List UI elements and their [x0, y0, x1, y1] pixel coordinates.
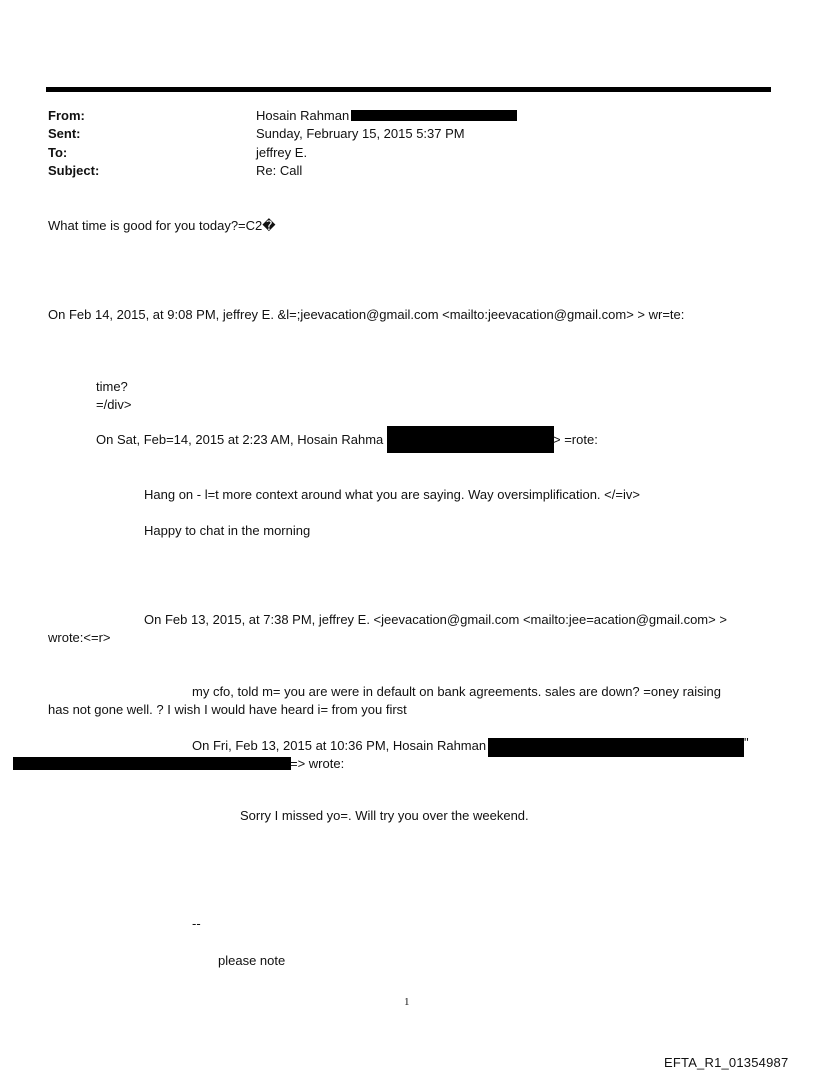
quote-line: =/div> — [96, 397, 132, 412]
document-id: EFTA_R1_01354987 — [664, 1055, 789, 1070]
sent-label: Sent: — [48, 126, 81, 141]
quote-header: On Fri, Feb 13, 2015 at 10:36 PM, Hosain Rahman — [192, 738, 487, 753]
redaction-sender-email — [13, 757, 291, 770]
subject-value: Re: Call — [256, 163, 303, 178]
quote-line: my cfo, told m= you are were in default on bank agreements. sales are down? =oney raising — [192, 684, 721, 699]
signature-dashes: -- — [192, 916, 201, 931]
page-number: 1 — [404, 996, 410, 1008]
redaction-from-email — [351, 110, 517, 121]
from-value: Hosain Rahman — [256, 108, 350, 123]
redaction-sender-email — [488, 738, 744, 757]
quote-header: On Feb 14, 2015, at 9:08 PM, jeffrey E. &l=;jeevacation@gmail.com <mailto:jeevacation@gmail.com> > wr=te: — [48, 307, 685, 322]
quote-header-tail: wrote:<=r> — [48, 630, 111, 645]
quote-line: Happy to chat in the morning — [144, 523, 311, 538]
from-label: From: — [48, 108, 85, 123]
redaction-sender-email — [387, 426, 554, 453]
quote-mark: " — [744, 735, 749, 750]
sent-value: Sunday, February 15, 2015 5:37 PM — [256, 126, 465, 141]
quote-line: Hang on - l=t more context around what you are saying. Way oversimplification. </=iv> — [144, 487, 640, 502]
quote-line: Sorry I missed yo=. Will try you over the weekend. — [240, 808, 529, 823]
header-rule — [46, 87, 771, 92]
quote-header: On Sat, Feb=14, 2015 at 2:23 AM, Hosain Rahma — [96, 432, 384, 447]
quote-header-tail: => wrote: — [290, 756, 345, 771]
to-label: To: — [48, 145, 68, 160]
signature-note: please note — [218, 953, 286, 968]
quote-header: On Feb 13, 2015, at 7:38 PM, jeffrey E. <jeevacation@gmail.com <mailto:jee=acation@gmail.com> > — [144, 612, 727, 627]
to-value: jeffrey E. — [256, 145, 308, 160]
quote-line: has not gone well. ? I wish I would have heard i= from you first — [48, 702, 407, 717]
quote-line: time? — [96, 379, 128, 394]
quote-header-tail: > =rote: — [553, 432, 598, 447]
subject-label: Subject: — [48, 163, 100, 178]
body-line: What time is good for you today?=C2� — [48, 218, 276, 233]
